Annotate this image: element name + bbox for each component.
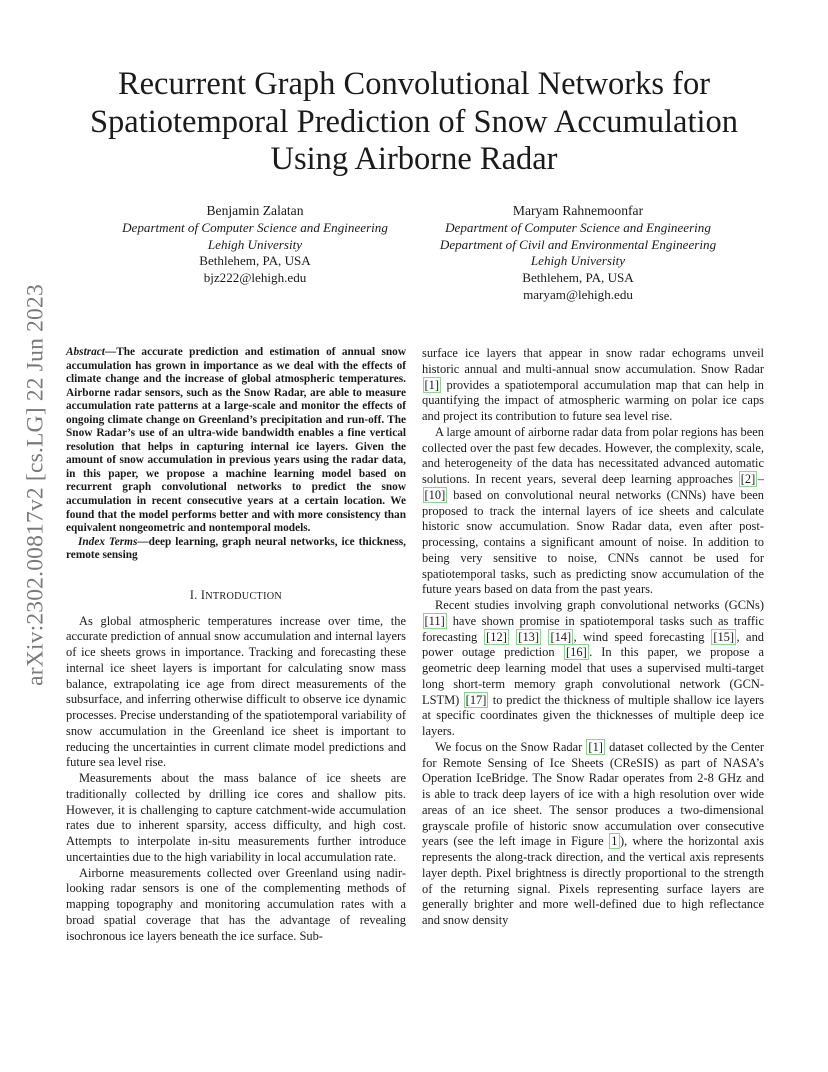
text-run: dataset collected by the Center for Remote Sensing of Ice Sheets (CReSIS) as part of NASA’s Operation IceBridge. The Snow Radar operates from 2-8 GHz and is able to track deep layers of ice with a high resolution over wide areas of an ice sheet. The sensor produces a two-dimensional grayscale profile of historic snow accumulation over consecutive years (see the left image in Figure <box>422 739 765 849</box>
text-run: Recent studies involving graph convolutional networks (GCNs) <box>435 598 764 612</box>
text-run: have shown promise in spatiotemporal tasks such as traffic forecasting <box>422 613 764 644</box>
author-name: Benjamin Zalatan <box>206 203 304 218</box>
author-location: Bethlehem, PA, USA <box>199 253 311 269</box>
right-column <box>422 346 764 929</box>
index-terms <box>66 536 406 563</box>
left-column <box>66 346 406 944</box>
text-run: – <box>757 472 764 486</box>
author-email[interactable]: maryam@lehigh.edu <box>523 286 633 302</box>
citation-link[interactable]: [11] <box>424 613 445 628</box>
author-affiliation: Department of Computer Science and Engineering <box>445 219 711 235</box>
text-run: A large amount of airborne radar data from polar regions has been collected over the past few decades. However, the complexity, scale, and heterogeneity of the data has necessitated advanced automatic solutions. In recent years, several deep learning approaches <box>422 424 764 486</box>
text-run: surface ice layers that appear in snow radar echograms unveil historic annual and multi-annual snow accumulation. Snow Radar <box>422 346 764 376</box>
figure-link[interactable]: 1 <box>611 834 618 849</box>
citation-link[interactable]: [12] <box>486 629 507 644</box>
section-number: I. <box>189 587 198 602</box>
author-name: Maryam Rahnemoonfar <box>512 203 644 218</box>
text-run: , and power outage prediction <box>422 629 765 660</box>
index-terms-label: Index Terms <box>78 535 138 548</box>
citation-link[interactable]: [13] <box>518 629 540 644</box>
citation-link[interactable]: [1] <box>424 377 440 392</box>
text-run: , wind speed forecasting <box>573 629 711 644</box>
text-run: to predict the thickness of multiple shallow ice layers at specific coordinates given the thicknesses of multiple deep ice layers. <box>422 692 764 738</box>
author-affiliation: Lehigh University <box>207 236 303 252</box>
title-line: Spatiotemporal Prediction of Snow Accumulation <box>89 103 739 140</box>
intro-paragraph-2: Measurements about the mass balance of ice sheets are traditionally collected by drilling ice cores and shallow pits. However, it is challenging to capture catchment-wide accumulation rates due to inherent sparsity, access difficulty, and high cost. Attempts to interpolate in-situ measurements further introduce uncertainties due to the high variability in local accumulation rate. <box>66 771 406 864</box>
author-location: Bethlehem, PA, USA <box>522 270 634 286</box>
title-line: Using Airborne Radar <box>270 141 558 177</box>
citation-link[interactable]: [17] <box>465 692 487 707</box>
text-run: provides a spatiotemporal accumulation map that can help in quantifying the impact of atmospheric warming on polar ice caps and project its contribution to future sea level rise. <box>422 377 764 423</box>
text-run: We focus on the Snow Radar <box>435 739 586 754</box>
author-email[interactable]: bjz222@lehigh.edu <box>203 270 307 286</box>
paper-title <box>60 66 768 179</box>
author-affiliation: Department of Civil and Environmental Engineering <box>439 236 717 252</box>
section-title-initial: I <box>200 587 206 602</box>
author-affiliation: Department of Computer Science and Engineering <box>122 219 388 235</box>
citation-link[interactable]: [2] <box>740 472 756 486</box>
text-run: ), where the horizontal axis represents the along-track direction, and the vertical axis represents layer depth. Pixel brightness is directly proportional to the strength of the returning signal. Pixels representing surface layers are generally brighter and more well-defined due to high reflectance and snow density <box>422 834 764 927</box>
text-run: . In this paper, we propose a geometric deep learning model that uses a supervised multi-target long short-term memory graph convolutional network (GCN-LSTM) <box>422 645 764 707</box>
citation-link[interactable]: [1] <box>588 739 603 754</box>
citation-link[interactable]: [10] <box>424 487 446 502</box>
arxiv-identifier-text: arXiv:2302.00817v2 [cs.LG] 22 Jun 2023 <box>22 284 49 686</box>
intro-paragraph-1: As global atmospheric temperatures increase over time, the accurate prediction of annual snow accumulation and internal layers of ice sheets grows in importance. Tracking and forecasting these internal ice sheet layers is important for calculating snow mass balance, extrapolating ice age from direct measurements of the subsurface, and inferring otherwise difficult to observe ice dynamic processes. Precise understanding of the spatiotemporal variability of snow accumulation in the Greenland ice sheet is important to reducing the uncertainties in current climate model predictions and future sea level rise. <box>66 613 406 770</box>
section-heading-introduction <box>66 588 406 605</box>
citation-link[interactable]: [16] <box>566 645 587 660</box>
author-affiliation: Lehigh University <box>530 253 626 269</box>
index-terms-text: —deep learning, graph neural networks, ice thickness, remote sensing <box>66 535 406 562</box>
intro-paragraph-7 <box>422 740 764 929</box>
arxiv-identifier <box>18 284 54 686</box>
intro-paragraph-3: Airborne measurements collected over Greenland using nadir-looking radar sensors is one of the complementing methods of mapping topography and monitoring accumulation rates with a broad spatial coverage that has the advantage of revealing isochronous ice layers beneath the ice surface. Sub- <box>66 865 406 943</box>
citation-link[interactable]: [14] <box>550 629 572 644</box>
intro-paragraph-6 <box>422 598 764 740</box>
abstract <box>66 346 406 536</box>
intro-paragraph-4 <box>422 346 764 425</box>
abstract-label: Abstract <box>66 346 105 358</box>
text-run: based on convolutional neural networks (CNNs) have been proposed to track the internal layers of ice sheets and calculate historic snow accumulation. Snow Radar data, even after post-processing, contains a significant amount of noise. In addition to being very sensitive to noise, CNNs cannot be used for spatiotemporal tasks, such as predicting snow accumulation of the future years based on data from the past years. <box>422 487 764 597</box>
citation-link[interactable]: [15] <box>713 629 735 644</box>
author-block-1 <box>90 203 420 287</box>
section-title-rest: NTRODUCTION <box>205 590 283 602</box>
intro-paragraph-5 <box>422 425 764 598</box>
abstract-text: —The accurate prediction and estimation of annual snow accumulation has grown in importance as we deal with the effects of climate change and the increase of global atmospheric temperatures. Airborne radar sensors, such as the Snow Radar, are able to measure accumulation rate patterns at a large-scale and monitor the effects of ongoing climate change on Greenland’s precipitation and run-off. The Snow Radar’s use of an ultra-wide bandwidth enables a fine vertical resolution that helps in capturing internal ice layers. Given the amount of snow accumulation in previous years using the radar data, in this paper, we propose a machine learning model based on recurrent graph convolutional networks to predict the snow accumulation in recent consecutive years at a certain location. We found that the model performs better and with more consistency than equivalent nongeometric and nontemporal models. <box>66 346 406 535</box>
title-line: Recurrent Graph Convolutional Networks for <box>117 66 711 102</box>
author-block-2 <box>412 203 744 304</box>
